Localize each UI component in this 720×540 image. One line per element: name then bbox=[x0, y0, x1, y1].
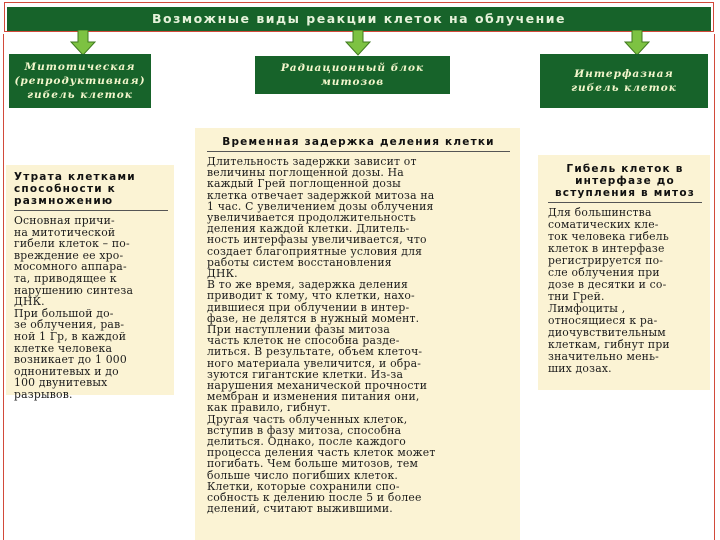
panel-body: Для большинства соматических кле- ток человека гибель клеток в интерфазе регистрируется по- сле облучения при дозе в десятки и со- тни Грей. Лимфоциты , относящиеся к ра- диочувствительным клеткам, гибнут при значительно мень- ших дозах. bbox=[548, 206, 670, 375]
panel-mitotic-death bbox=[6, 165, 174, 401]
down-arrow-icon bbox=[70, 30, 96, 56]
panel-subtitle: Временная задержка деления клетки bbox=[222, 136, 495, 148]
header-interphase-death-label: Интерфазная гибель клеток bbox=[571, 68, 677, 94]
down-arrow-icon bbox=[624, 30, 650, 56]
panel-body: Основная причи- на митотической гибели клеток – по- вреждение ее хро- мосомного аппара- та, приводящее к нарушению синтеза ДНК. При большой до- зе облучения, рав- ной 1 Гр, в каждой клетке человека возникает до 1 000 однонитевых и до 100 двунитевых разрывов. bbox=[14, 214, 134, 401]
title-frame bbox=[4, 2, 714, 32]
divider bbox=[207, 151, 510, 152]
frame-line-left bbox=[3, 34, 4, 540]
down-arrow-icon bbox=[345, 30, 371, 56]
header-mitosis-block-label: Радиационный блок митозов bbox=[280, 62, 425, 88]
header-mitosis-block bbox=[255, 56, 450, 94]
panel-mitosis-block bbox=[195, 128, 520, 540]
header-mitotic-death bbox=[9, 54, 151, 108]
divider bbox=[14, 210, 168, 211]
header-interphase-death bbox=[540, 54, 708, 108]
header-mitotic-death-label: Митотическая (репродуктивная) гибель клеток bbox=[14, 61, 146, 101]
panel-subtitle: Утрата клетками способности к размножению bbox=[14, 171, 136, 207]
panel-body: Длительность задержки зависит от величины поглощенной дозы. На каждый Грей поглощенной дозы клетка отвечает задержкой митоза на 1 час. С увеличением дозы облучения увеличивается продолжительность деления каждой клетки. Длитель- ность интерфазы увеличивается, что создает благоприятные условия для работы систем восстановления ДНК. В то же время, задержка деления приводит к тому, что клетки, нахо- дившиеся при облучении в интер- фазе, не делятся в нужный момент. При наступлении фазы митоза часть клеток не способна разде- литься. В результате, объем клеточ- ного материала увеличится, и обра- зуются гигантские клетки. Из-за нарушения механической прочности мембран и изменения питания они, как правило, гибнут. Другая часть облученных клеток, вступив в фазу митоза, способна делиться. Однако, после каждого процесса деления часть клеток может погибать. Чем больше митозов, тем больше число погибших клеток. Клетки, которые сохранили спо- собность к делению после 5 и более делений, считают выжившими. bbox=[207, 155, 436, 516]
frame-line-right bbox=[714, 34, 715, 540]
panel-interphase-death bbox=[538, 155, 710, 390]
diagram-title: Возможные виды реакции клеток на облучение bbox=[7, 7, 711, 31]
panel-subtitle: Гибель клеток в интерфазе до вступления в митоз bbox=[554, 163, 696, 199]
divider bbox=[548, 202, 702, 203]
